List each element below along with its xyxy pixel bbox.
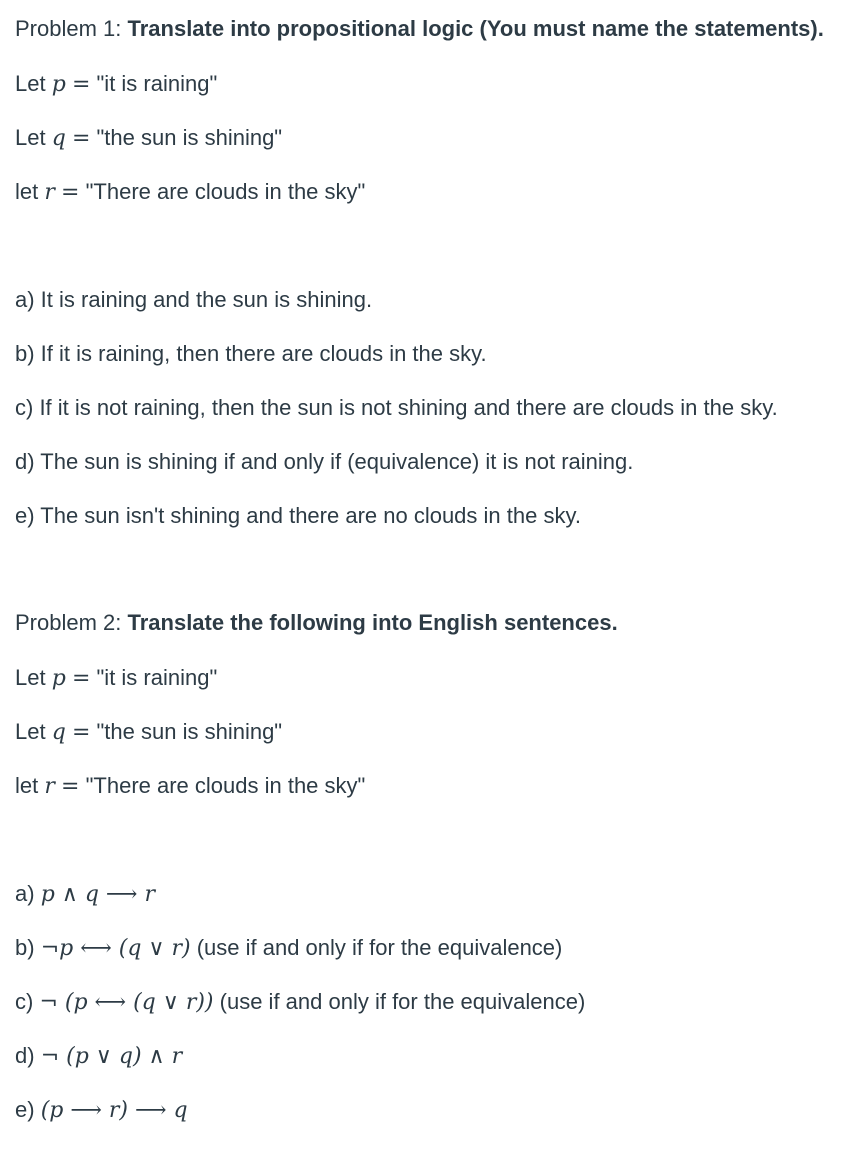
problem1-item-c: c) If it is not raining, then the sun is not shining and there are clouds in the sky. — [15, 395, 778, 420]
def-eq: = — [71, 72, 91, 97]
def-value: "There are clouds in the sky" — [85, 773, 366, 798]
problem2-item-e — [15, 1095, 188, 1126]
def-prefix: let — [15, 179, 39, 204]
item-label: a) — [15, 881, 35, 906]
problem2-title: Translate the following into English sentences. — [127, 610, 618, 635]
def-eq: = — [71, 720, 91, 745]
def-prefix: Let — [15, 71, 46, 96]
def-eq: = — [71, 126, 91, 151]
problem2-def-p — [15, 663, 217, 694]
formula: ¬p ⟷ (q ∨ r) — [40, 936, 191, 961]
def-eq: = — [61, 180, 80, 205]
def-var: r — [44, 180, 55, 205]
problem2-def-q — [15, 717, 282, 748]
def-value: "There are clouds in the sky" — [85, 179, 366, 204]
problem1-item-a: a) It is raining and the sun is shining. — [15, 287, 373, 312]
def-prefix: Let — [15, 719, 46, 744]
def-prefix: Let — [15, 665, 46, 690]
def-prefix: let — [15, 773, 39, 798]
problem2-item-c — [15, 987, 585, 1018]
def-value: "the sun is shining" — [96, 719, 283, 744]
formula: (p ⟶ r) ⟶ q — [40, 1098, 188, 1123]
formula: p ∧ q ⟶ r — [40, 882, 155, 907]
def-value: "it is raining" — [96, 665, 218, 690]
problem1-title: Translate into propositional logic (You must name the statements). — [127, 16, 824, 41]
def-value: "the sun is shining" — [96, 125, 283, 150]
def-eq: = — [71, 666, 91, 691]
problem1-item-e: e) The sun isn't shining and there are no clouds in the sky. — [15, 503, 581, 528]
def-value: "it is raining" — [96, 71, 218, 96]
def-var: p — [51, 666, 66, 691]
problem1-def-r — [15, 177, 365, 208]
item-label: b) — [15, 935, 35, 960]
problem2-def-r — [15, 771, 365, 802]
def-var: q — [51, 720, 66, 745]
problem2-label: Problem 2: — [15, 610, 128, 635]
formula-note: (use if and only if for the equivalence) — [196, 935, 563, 960]
formula: ¬ (p ∨ q) ∧ r — [40, 1044, 183, 1069]
item-label: d) — [15, 1043, 35, 1068]
formula-note: (use if and only if for the equivalence) — [219, 989, 586, 1014]
problem1-item-d: d) The sun is shining if and only if (equivalence) it is not raining. — [15, 449, 634, 474]
problem2-item-b — [15, 933, 562, 964]
def-var: q — [51, 126, 66, 151]
problem1-item-b: b) If it is raining, then there are clouds in the sky. — [15, 341, 487, 366]
item-label: e) — [15, 1097, 35, 1122]
problem2-item-d — [15, 1041, 182, 1072]
item-label: c) — [15, 989, 34, 1014]
formula: ¬ (p ⟷ (q ∨ r)) — [39, 990, 214, 1015]
problem1-def-q — [15, 123, 282, 154]
def-eq: = — [61, 774, 80, 799]
problem1-heading — [15, 14, 824, 44]
problem1-label: Problem 1: — [15, 16, 128, 41]
def-var: r — [44, 774, 55, 799]
problem2-heading — [15, 608, 618, 638]
problem1-def-p — [15, 69, 217, 100]
def-prefix: Let — [15, 125, 46, 150]
problem2-item-a — [15, 879, 155, 910]
def-var: p — [51, 72, 66, 97]
